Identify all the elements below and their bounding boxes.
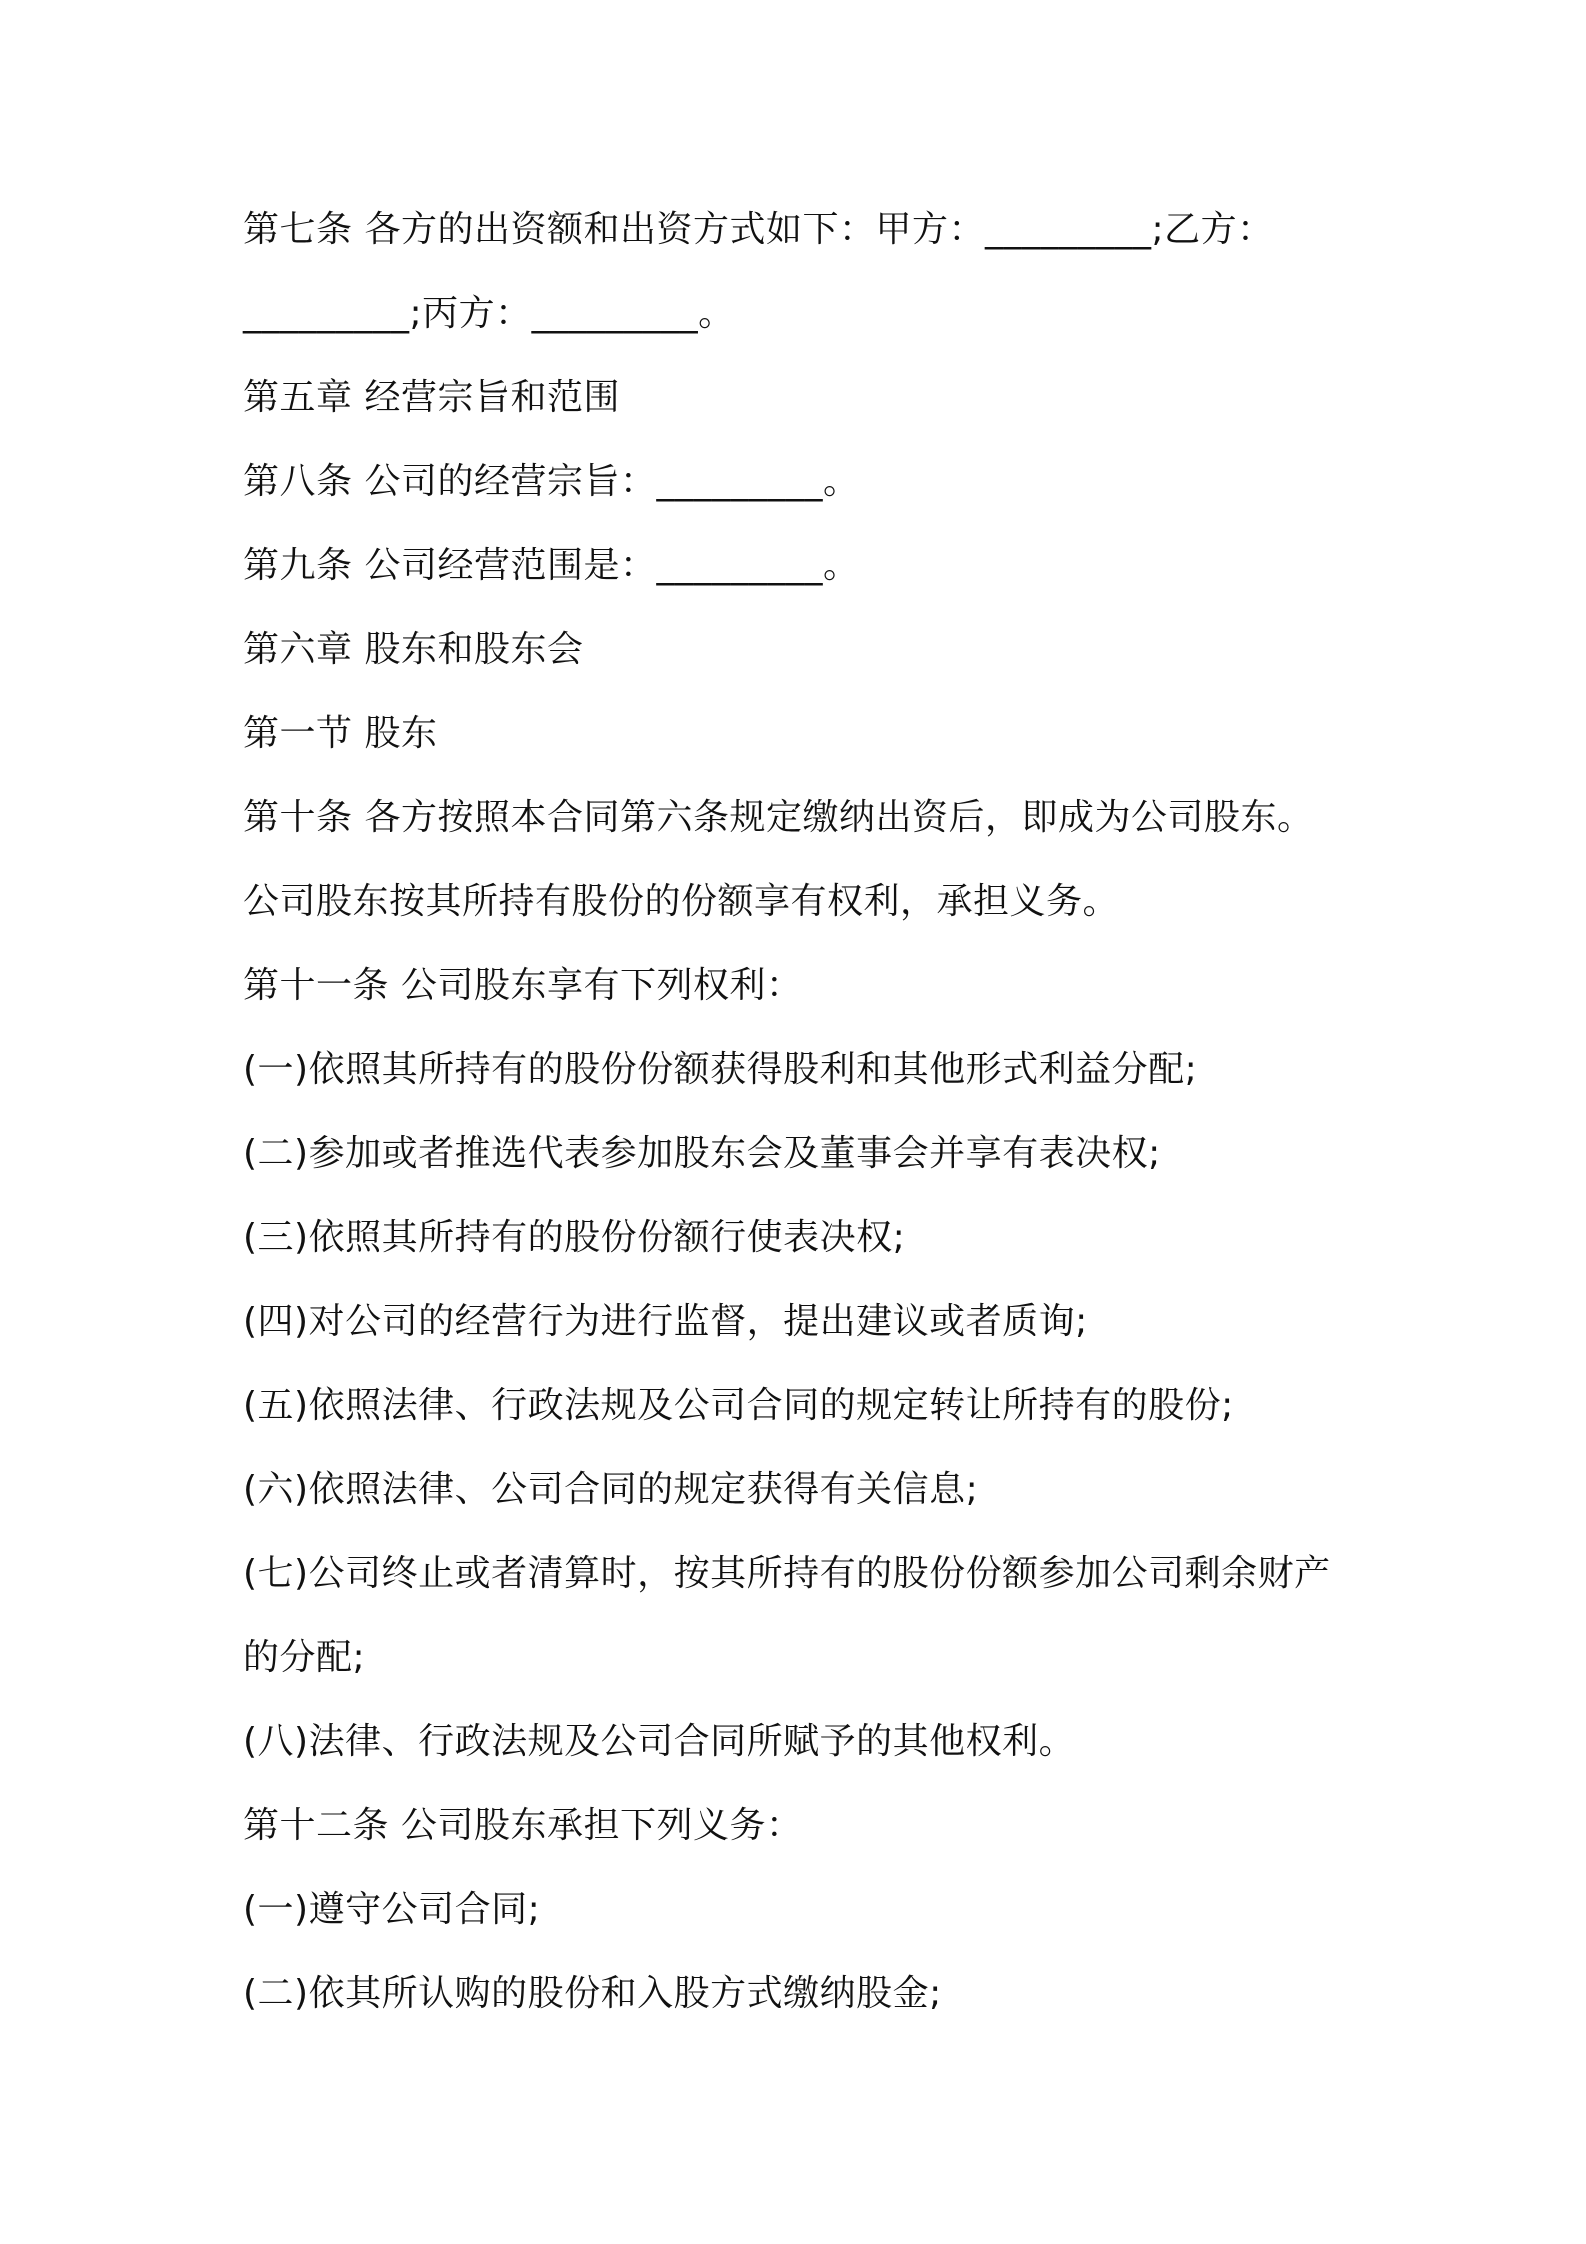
article-11-heading: 第十一条 公司股东享有下列权利： [243, 965, 803, 1006]
article-8: 第八条 公司的经营宗旨：_________。 [243, 461, 860, 502]
article-10-line-2: 公司股东按其所持有股份的份额享有权利，承担义务。 [243, 881, 1120, 922]
right-item-4: (四)对公司的经营行为进行监督，提出建议或者质询; [243, 1301, 1088, 1342]
section-1-heading: 第一节 股东 [243, 713, 438, 754]
article-7-line-1: 第七条 各方的出资额和出资方式如下：甲方：_________;乙方： [243, 209, 1274, 250]
article-9: 第九条 公司经营范围是：_________。 [243, 545, 860, 586]
right-item-5: (五)依照法律、行政法规及公司合同的规定转让所持有的股份; [243, 1385, 1234, 1426]
right-item-3: (三)依照其所持有的股份份额行使表决权; [243, 1217, 906, 1258]
duty-item-2: (二)依其所认购的股份和入股方式缴纳股金; [243, 1973, 942, 2014]
right-item-1: (一)依照其所持有的股份份额获得股利和其他形式利益分配; [243, 1049, 1198, 1090]
duty-item-1: (一)遵守公司合同; [243, 1889, 541, 1930]
article-7-line-2: _________;丙方：_________。 [243, 293, 735, 334]
article-10-line-1: 第十条 各方按照本合同第六条规定缴纳出资后，即成为公司股东。 [243, 797, 1314, 838]
right-item-8: (八)法律、行政法规及公司合同所赋予的其他权利。 [243, 1721, 1076, 1762]
article-12-heading: 第十二条 公司股东承担下列义务： [243, 1805, 803, 1846]
chapter-6-heading: 第六章 股东和股东会 [243, 629, 584, 670]
chapter-5-heading: 第五章 经营宗旨和范围 [243, 377, 620, 418]
right-item-7-line-2: 的分配; [243, 1637, 366, 1678]
right-item-7-line-1: (七)公司终止或者清算时，按其所持有的股份份额参加公司剩余财产 [243, 1553, 1331, 1594]
right-item-2: (二)参加或者推选代表参加股东会及董事会并享有表决权; [243, 1133, 1161, 1174]
right-item-6: (六)依照法律、公司合同的规定获得有关信息; [243, 1469, 979, 1510]
